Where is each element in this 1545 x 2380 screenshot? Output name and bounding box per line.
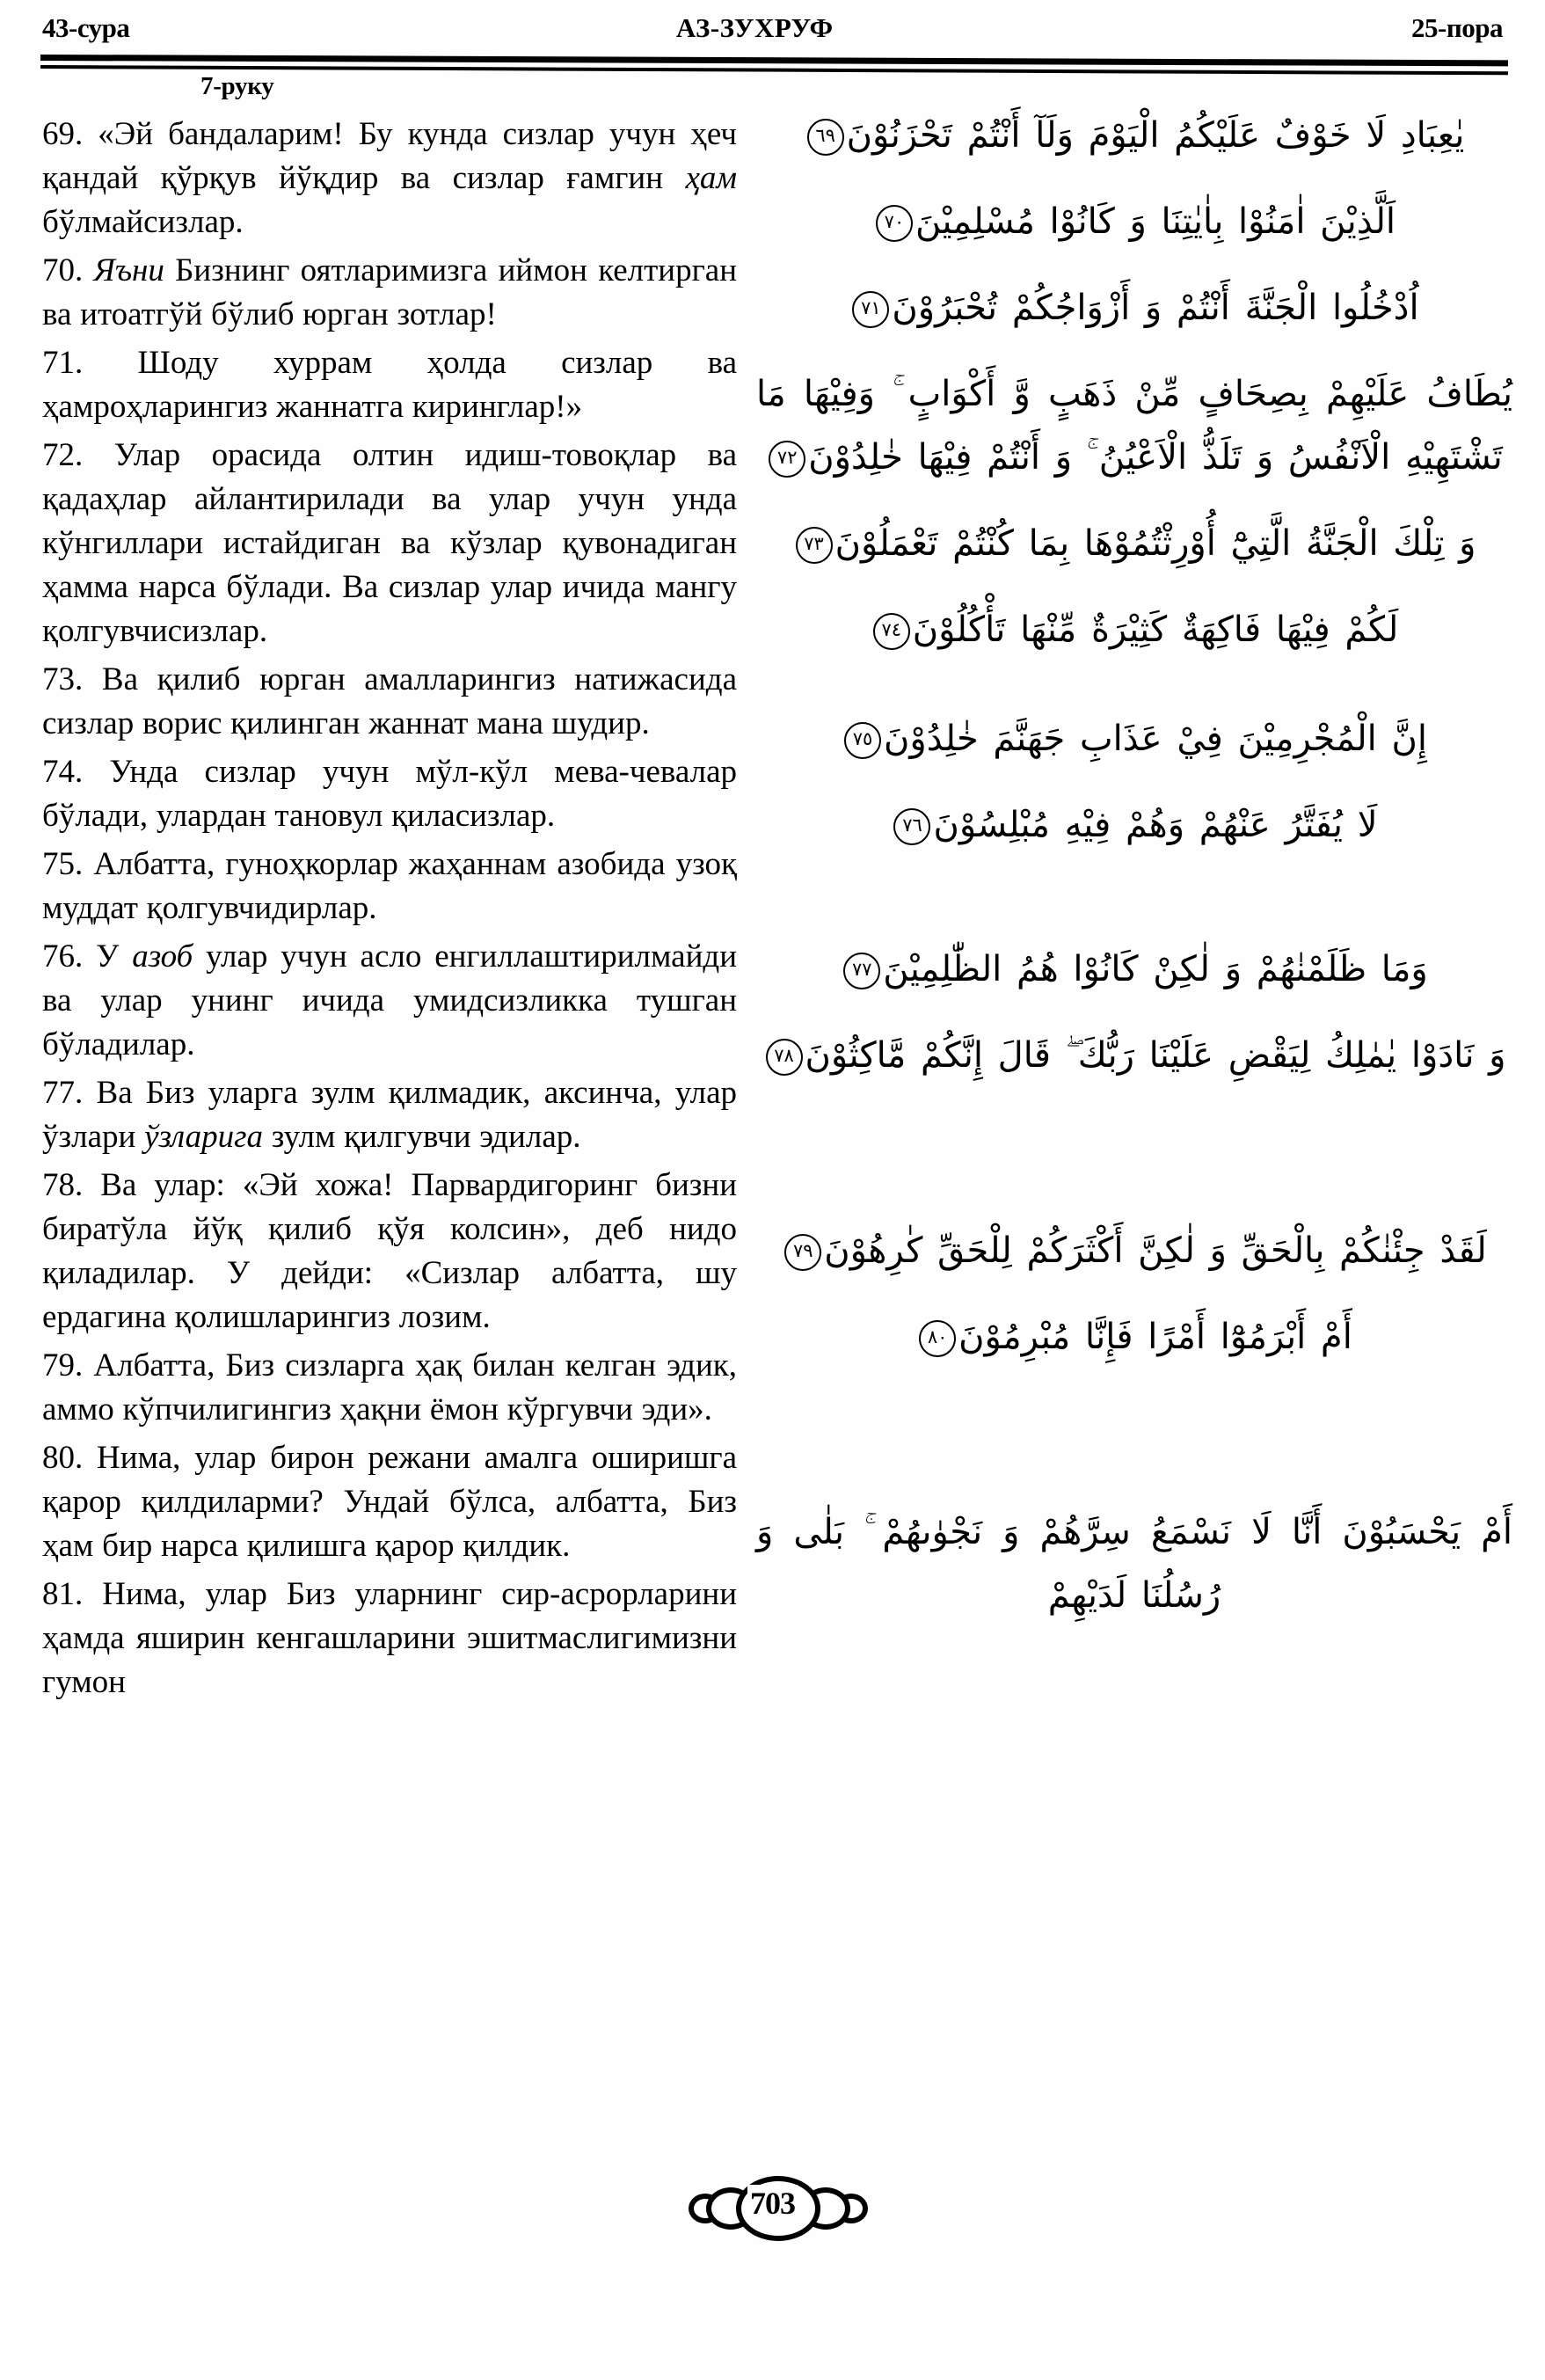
- verse-text: Яъни Бизнинг оятларимизга иймон келтирган ва итоатгўй бўлиб юрган зотлар!: [42, 252, 738, 332]
- verse-number: 79.: [42, 1347, 84, 1383]
- ayah-text: إِنَّ الْمُجْرِمِيْنَ فِيْ عَذَابِ جَهَنَّمَ خٰلِدُوْنَ: [884, 719, 1427, 759]
- arabic-ayah: [756, 104, 1512, 167]
- verse-number: 81.: [42, 1576, 84, 1612]
- arabic-ayah: [756, 362, 1512, 489]
- ayah-number-marker: ٨٠: [919, 1320, 956, 1357]
- arabic-column: [756, 104, 1512, 1650]
- verse-number: 69.: [42, 116, 84, 152]
- arabic-ayah: [756, 1219, 1512, 1282]
- translation-verse: [42, 341, 737, 429]
- verse-text: «Эй бандаларим! Бу кунда сизлар учун ҳеч қандай қўрқув йўқдир ва сизлар ғамгин ҳам бўлмайсизлар.: [42, 116, 737, 240]
- verse-number: 77.: [42, 1075, 84, 1111]
- ayah-text: وَ تِلْكَ الْجَنَّةُ الَّتِيْٓ أُوْرِثْتُمُوْهَا بِمَا كُنْتُمْ تَعْمَلُوْنَ: [834, 523, 1476, 564]
- translation-column: [42, 113, 737, 1709]
- ayah-number-marker: ٧٨: [766, 1039, 803, 1076]
- verse-text: Нима, улар Биз уларнинг сир-асрорларини ҳамда яширин кенгашларини эшитмаслигимизни гумон: [42, 1576, 737, 1700]
- verse-number: 74.: [42, 754, 84, 790]
- verse-number: 78.: [42, 1167, 84, 1203]
- ayah-text: وَمَا ظَلَمْنٰهُمْ وَ لٰكِنْ كَانُوْا هُمُ الظّٰلِمِيْنَ: [883, 949, 1428, 989]
- ayah-number-marker: ٧٦: [893, 808, 930, 845]
- verse-text: Албатта, Биз сизларга ҳақ билан келган эдик, аммо кўпчилигингиз ҳақни ёмон кўргувчи эди».: [42, 1347, 737, 1427]
- ayah-number-marker: ٧٢: [769, 441, 805, 478]
- ayah-number-marker: ٧٩: [784, 1234, 821, 1271]
- translation-verse: [42, 1344, 737, 1432]
- ayah-text: يٰعِبَادِ لَا خَوْفٌ عَلَيْكُمُ الْيَوْمَ وَلَآ أَنْتُمْ تَحْزَنُوْنَ: [846, 115, 1465, 156]
- verse-number: 71.: [42, 345, 84, 381]
- ayah-text: اَلَّذِيْنَ اٰمَنُوْا بِاٰيٰتِنَا وَ كَانُوْا مُسْلِمِيْنَ: [915, 201, 1396, 242]
- ayah-text: أَمْ أَبْرَمُوْٓا أَمْرًا فَإِنَّا مُبْرِمُوْنَ: [958, 1317, 1352, 1357]
- header-juz-number: 25-пора: [1411, 12, 1503, 43]
- arabic-ayah: [756, 1024, 1512, 1087]
- translation-verse: [42, 1436, 737, 1568]
- header-rule-thick: [40, 55, 1508, 66]
- arabic-ayah: [756, 793, 1512, 857]
- translation-verse: [42, 434, 737, 653]
- verse-number: 72.: [42, 437, 84, 473]
- page-number: 703: [747, 2185, 798, 2222]
- arabic-ayah: [756, 938, 1512, 1001]
- ayah-number-marker: ٧٤: [873, 613, 910, 650]
- ayah-text: أَمْ يَحْسَبُوْنَ أَنَّا لَا نَسْمَعُ سِرَّهُمْ وَ نَجْوٰىهُمْ ۚ بَلٰى وَ رُسُلُنَا لَدَيْهِمْ: [756, 1512, 1512, 1616]
- ayah-number-marker: ٧١: [852, 291, 889, 328]
- translation-verse: [42, 1164, 737, 1340]
- ayah-number-marker: ٧٣: [796, 527, 833, 564]
- page-footer: [0, 2171, 1545, 2236]
- arabic-ayah: [756, 1500, 1512, 1627]
- verse-number: 80.: [42, 1440, 84, 1476]
- arabic-ayah: [756, 276, 1512, 339]
- ayah-text: لَكُمْ فِيْهَا فَاكِهَةٌ كَثِيْرَةٌ مِّنْهَا تَأْكُلُوْنَ: [912, 610, 1399, 650]
- verse-text: Улар орасида олтин идиш-товоқлар ва қадаҳлар айлантирилади ва улар учун унда кўнгиллари истайдиган ва кўзлар қувонадиган ҳамма нарса бўлади. Ва сизлар улар ичида мангу қолгувчисизлар.: [42, 437, 737, 649]
- verse-text: Ва қилиб юрган амалларингиз натижасида сизлар ворис қилинган жаннат мана шудир.: [42, 661, 737, 741]
- arabic-ayah: [756, 1305, 1512, 1369]
- verse-text: Албатта, гуноҳкорлар жаҳаннам азобида узоқ муддат қолгувчидирлар.: [42, 846, 737, 926]
- verse-text: Нима, улар бирон режани амалга оширишга қарор қилдиларми? Ундай бўлса, албатта, Биз ҳам бир нарса қилишга қарор қилдик.: [42, 1440, 737, 1564]
- ayah-number-marker: ٧٥: [844, 722, 881, 759]
- verse-text: Шоду хуррам ҳолда сизлар ва ҳамроҳларингиз жаннатга киринглар!»: [42, 345, 737, 425]
- arabic-ayah: [756, 598, 1512, 661]
- ayah-number-marker: ٦٩: [807, 119, 844, 156]
- ruku-label: 7-руку: [200, 72, 274, 100]
- ayah-text: وَ نَادَوْا يٰمٰلِكُ لِيَقْضِ عَلَيْنَا رَبُّكَ ۖ قَالَ إِنَّكُمْ مَّاكِثُوْنَ: [805, 1035, 1506, 1076]
- header-surah-name: АЗ-ЗУХРУФ: [675, 12, 834, 43]
- ayah-number-marker: ٧٧: [843, 953, 880, 989]
- arabic-ayah: [756, 190, 1512, 253]
- verse-text: Унда сизлар учун мўл-кўл мева-чевалар бўлади, улардан тановул қиласизлар.: [42, 754, 737, 834]
- verse-number: 75.: [42, 846, 84, 882]
- translation-verse: [42, 843, 737, 931]
- translation-verse: [42, 113, 737, 245]
- verse-number: 70.: [42, 252, 84, 288]
- verse-text: Ва Биз уларга зулм қилмадик, аксинча, улар ўзлари ўзларига зулм қилгувчи эдилар.: [42, 1075, 737, 1155]
- ayah-text: لَقَدْ جِئْنٰكُمْ بِالْحَقِّ وَ لٰكِنَّ أَكْثَرَكُمْ لِلْحَقِّ كٰرِهُوْنَ: [824, 1230, 1487, 1271]
- ayah-number-marker: ٧٠: [876, 205, 913, 242]
- verse-text: У азоб улар учун асло енгиллаштирилмайди ва улар унинг ичида умидсизликка тушган бўладилар.: [42, 938, 737, 1062]
- folio-ornament: [687, 2171, 859, 2236]
- translation-verse: [42, 1573, 737, 1705]
- ayah-text: يُطَافُ عَلَيْهِمْ بِصِحَافٍ مِّنْ ذَهَبٍ وَّ أَكْوَابٍ ۚ وَفِيْهَا مَا تَشْتَهِيْهِ الْاَنْفُسُ وَ تَلَذُّ الْاَعْيُنُ ۚ وَ أَنْتُمْ فِيْهَا خٰلِدُوْنَ: [756, 374, 1512, 478]
- verse-number: 73.: [42, 661, 84, 697]
- header-divider: [40, 55, 1508, 69]
- ayah-text: اُدْخُلُوا الْجَنَّةَ أَنْتُمْ وَ أَزْوَاجُكُمْ تُحْبَرُوْنَ: [892, 288, 1419, 328]
- arabic-ayah: [756, 707, 1512, 770]
- header-surah-number: 43-сура: [42, 12, 130, 43]
- arabic-ayah: [756, 512, 1512, 575]
- translation-verse: [42, 658, 737, 746]
- translation-verse: [42, 1071, 737, 1159]
- translation-verse: [42, 750, 737, 838]
- translation-verse: [42, 249, 737, 337]
- ayah-text: لَا يُفَتَّرُ عَنْهُمْ وَهُمْ فِيْهِ مُبْلِسُوْنَ: [933, 805, 1378, 845]
- verse-text: Ва улар: «Эй хожа! Парвардигоринг бизни биратўла йўқ қилиб қўя колсин», деб нидо қиладилар. У дейди: «Сизлар албатта, шу ердагина қолишларингиз лозим.: [42, 1167, 737, 1335]
- verse-number: 76.: [42, 938, 84, 975]
- translation-verse: [42, 935, 737, 1067]
- page-body: [0, 113, 1545, 2380]
